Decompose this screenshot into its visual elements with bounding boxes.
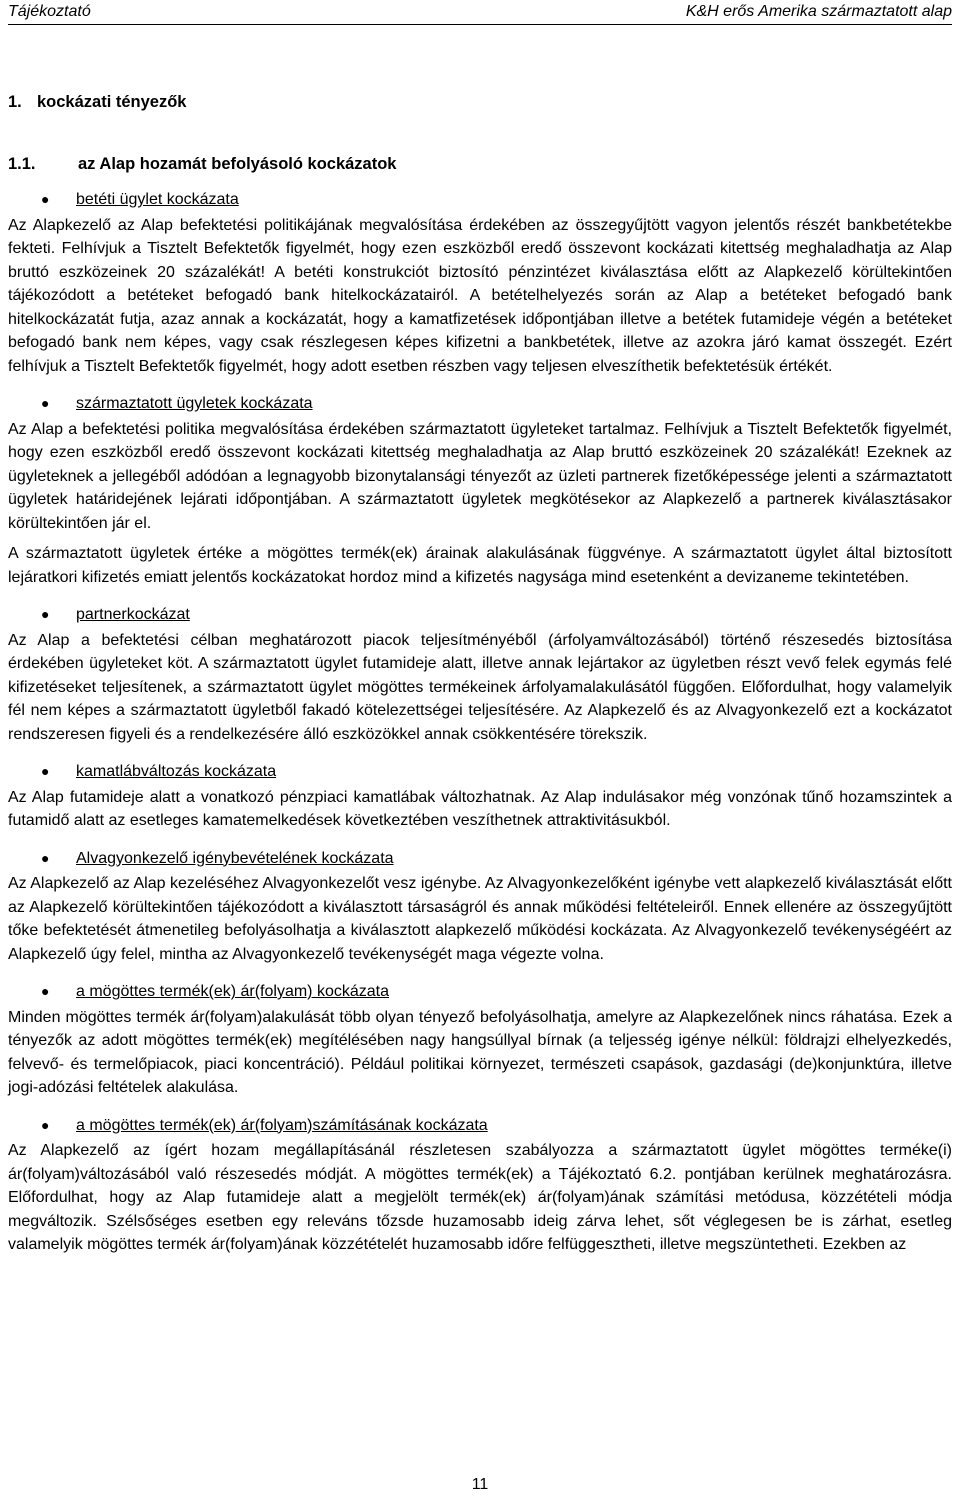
risk-heading-underlying-price xyxy=(8,980,952,1004)
bullet-icon: ● xyxy=(41,849,50,866)
risk-heading-deposit xyxy=(8,188,952,212)
page-number: 11 xyxy=(471,1476,489,1493)
bullet-icon: ● xyxy=(41,763,50,779)
risk-paragraph: Az Alapkezelő az Alap befektetési politikájának megvalósítása érdekében az összegyűjtött vagyon jelentős részét bankbetétekbe fekteti. Felhívjuk a Tisztelt Befektetők figyelmét, hogy ezen eszközből eredő összevont kockázati kitettség meghaladhatja az Alap bruttó eszközeinek 20 százalékát! A betéti konstrukciót biztosító pénzintézet kiválasztása előtt az Alapkezelő körültekintően tájékozódott a betéteket befogadó bank hitelkockázatairól. A betételhelyezés során az Alap a betéteket befogadó bank hitelkockázatát futja, azaz annak a kockázatát, hogy a kamatfizetések időpontjában illetve a betétek futamideje végén a betéteket befogadó bank nem képes, vagy csak részlegesen képes kifizetni a bankbetétek, illetve az azokra járó kamat összegét. Ezért felhívjuk a Tisztelt Befektetők figyelmét, hogy adott esetben részben vagy teljesen elveszíthetik befektetésük értékét. xyxy=(8,216,952,375)
bullet-icon: ● xyxy=(41,395,50,411)
risk-paragraph: Minden mögöttes termék ár(folyam)alakulását több olyan tényező befolyásolhatja, amelyre az Alapkezelőnek nincs ráhatása. Ezek a tényezők az adott mögöttes termék(ek) megítélésében nagy hangsúllyal bírnak (a teljesség igénye nélkül: földrajzi elhelyezkedés, felvevő- és termelőpiacok, piaci koncentráció). Például politikai környezet, természeti csapások, gazdasági (de)konjunktúra, illetve jogi-adózási feltételek alakulása. xyxy=(8,1008,952,1096)
bullet-icon: ● xyxy=(41,606,50,622)
document-body xyxy=(8,91,952,1257)
risk-paragraph: Az Alapkezelő az ígért hozam megállapításánál részletesen szabályozza a származtatott ügylet mögöttes terméke(i) ár(folyam)változásából való részesedés módját. A mögöttes termék(ek) a Tájékoztató 6.2. pontjában kerülnek meghatározásra. Előfordulhat, hogy az Alap futamideje alatt a megjelölt termék(ek) ár(folyam)ának számítási metódusa, közzétételi módja megváltozik. Szélsőséges esetben egy releváns tőzsde huzamosabb ideig zárva lehet, sőt véglegesen be is zárhat, esetleg valamelyik mögöttes termék ár(folyam)ának közzétételét huzamosabb időre felfüggesztheti, illetve megszüntetheti. Ezekben az xyxy=(8,1142,952,1253)
risk-heading-counterparty xyxy=(8,603,952,627)
bullet-icon: ● xyxy=(41,1116,50,1133)
section-title: kockázati tényezők xyxy=(37,93,187,111)
header-right: K&H erős Amerika származtatott alap xyxy=(685,3,952,20)
subsection-heading xyxy=(8,153,952,175)
risk-title: a mögöttes termék(ek) ár(folyam) kockázata xyxy=(76,983,389,1000)
bullet-icon: ● xyxy=(41,191,50,207)
risk-paragraph: Az Alap a befektetési célban meghatározott piacok teljesítményéből (árfolyamváltozásából) történő részesedés biztosítása érdekében ügyleteket köt. A származtatott ügylet futamideje alatt, illetve annak lejártakor az ügyletben részt vevő felek egymás felé kifizetéseket teljesítenek, a származtatott ügylet mögöttes termékeinek árfolyamalakulásától függően. Előfordulhat, hogy valamelyik fél nem képes a származtatott ügyletből fakadó kötelezettségei teljesítésére. Az Alapkezelő és az Alvagyonkezelő ezt a kockázatot rendszeresen figyeli és a rendelkezésére álló eszközökkel annak csökkentésére törekszik. xyxy=(8,631,952,743)
subsection-title: az Alap hozamát befolyásoló kockázatok xyxy=(78,155,397,173)
risk-title: származtatott ügyletek kockázata xyxy=(76,395,313,412)
risk-paragraph: Az Alap futamideje alatt a vonatkozó pénzpiaci kamatlábak változhatnak. Az Alap indulásakor még vonzónak tűnő hozamszintek a futamidő alatt az esetleges kamatemelkedések következtében veszíthetnek attraktivitásukból. xyxy=(8,788,952,829)
bullet-icon: ● xyxy=(41,983,50,999)
risk-title: partnerkockázat xyxy=(76,606,190,623)
section-number: 1. xyxy=(8,93,22,111)
risk-paragraph: Az Alapkezelő az Alap kezeléséhez Alvagyonkezelőt vesz igénybe. Az Alvagyonkezelőként igénybe vett alapkezelő kiválasztását előtt az Alapkezelő körültekintően tájékozódott a kiválasztott társaságról és annak működési feltételeiről. Ennek ellenére az összegyűjtött tőke befektetését átmenetileg befolyásolhatja a kiválasztott alapkezelő működési kockázata. Az Alvagyonkezelő tevékenységéért az Alapkezelő úgy felel, mintha az Alvagyonkezelő tevékenységét maga végezte volna. xyxy=(8,875,952,963)
section-heading xyxy=(8,91,952,113)
risk-heading-derivatives xyxy=(8,392,952,416)
subsection-number: 1.1. xyxy=(8,155,36,173)
header-left: Tájékoztató xyxy=(8,3,91,20)
risk-title: Alvagyonkezelő igénybevételének kockázata xyxy=(76,849,394,867)
risk-title: kamatlábváltozás kockázata xyxy=(76,763,277,780)
risk-title: a mögöttes termék(ek) ár(folyam)számításának kockázata xyxy=(76,1116,488,1134)
risk-paragraph: Az Alap a befektetési politika megvalósítása érdekében származtatott ügyleteket tartalmaz. Felhívjuk a Tisztelt Befektetők figyelmét, hogy ezen eszközből eredő összevont kockázati kitettség meghaladhatja az Alap bruttó eszközeinek 20 százalékát! Ezeknek az ügyleteknek a jellegéből adódóan a legnagyobb bizonytalansági tényezőt az üzleti partnerek fizetőképessége jelenti a származtatott ügyletek határidejének lejárati időpontjában. A származtatott ügyletek megkötésekor az Alapkezelő a partnerek kiválasztásakor körültekintően jár el. xyxy=(8,420,952,532)
page-header xyxy=(8,3,952,21)
risk-heading-interest-rate xyxy=(8,760,952,784)
risk-title: betéti ügylet kockázata xyxy=(76,191,239,208)
risk-paragraph: A származtatott ügyletek értéke a mögöttes termék(ek) árainak alakulásának függvénye. A származtatott ügylet által biztosított lejáratkori kifizetés emiatt jelentős kockázatokat hordoz mind a kifizetés nagysága mind esetenként a devizaneme tekintetében. xyxy=(8,545,952,586)
header-rule xyxy=(8,24,952,25)
risk-heading-price-calculation xyxy=(8,1114,952,1138)
risk-heading-sub-manager xyxy=(8,847,952,871)
